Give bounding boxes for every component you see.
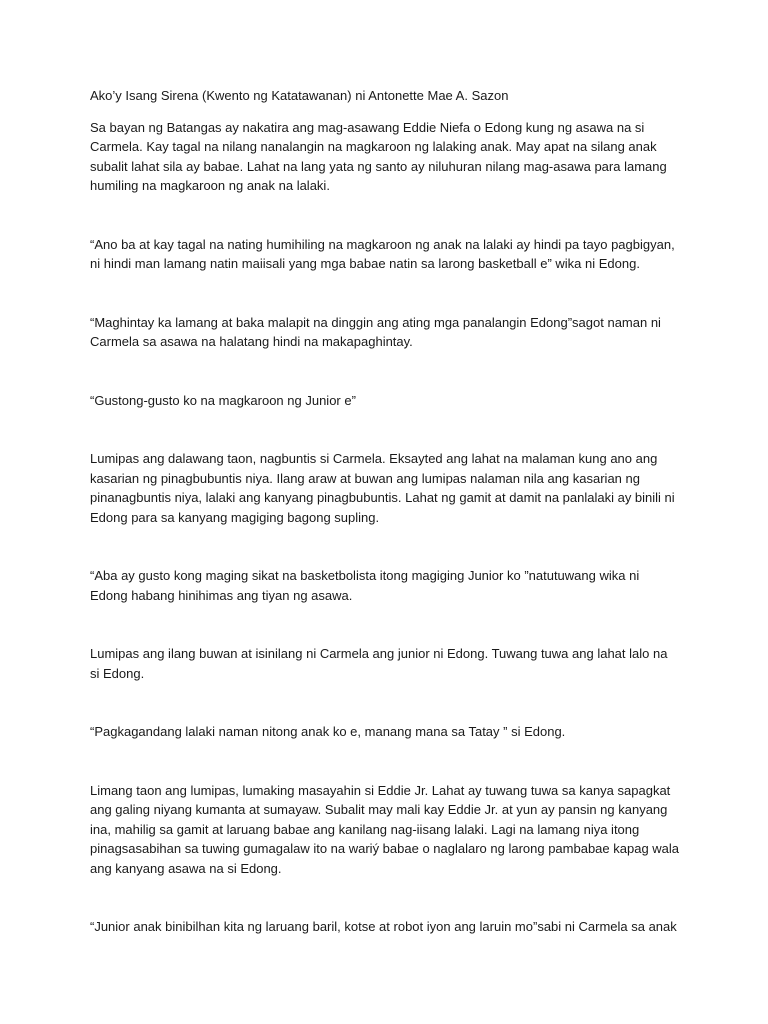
- paragraph: “Aba ay gusto kong maging sikat na basketbolista itong magiging Junior ko ”natutuwang wika ni Edong habang hinihimas ang tiyan ng asawa.: [90, 568, 640, 603]
- paragraph: Lumipas ang dalawang taon, nagbuntis si Carmela. Eksayted ang lahat na malaman kung ano ang kasarian ng pinagbubuntis niya. Ilang araw at buwan ang lumipas nalaman nila ang kasarian ng pinanagbuntis niya, lalaki ang kanyang pinagbubuntis. Lahat ng gamit at damit na panlalaki ay binili ni Edong para sa kanyang magiging bagong supling.: [90, 451, 675, 525]
- paragraph: Lumipas ang ilang buwan at isinilang ni Carmela ang junior ni Edong. Tuwang tuwa ang lahat lalo na si Edong.: [90, 646, 668, 681]
- document-title: Ako’y Isang Sirena (Kwento ng Katatawanan) ni Antonette Mae A. Sazon: [90, 88, 509, 103]
- paragraph: “Maghintay ka lamang at baka malapit na dinggin ang ating mga panalangin Edong”sagot naman ni Carmela sa asawa na halatang hindi na makapaghintay.: [90, 314, 661, 349]
- paragraph: Sa bayan ng Batangas ay nakatira ang mag-asawang Eddie Niefa o Edong kung ng asawa na si Carmela. Kay tagal na nilang nanalangin na magkaroon ng lalaking anak. May apat na silang anak subalit lahat sila ay babae. Lahat na lang yata ng santo ay niluhuran nilang mag-asawa para lamang humiling na magkaroon ng anak na lalaki.: [90, 119, 667, 193]
- paragraph: Limang taon ang lumipas, lumaking masayahin si Eddie Jr. Lahat ay tuwang tuwa sa kanya sapagkat ang galing niyang kumanta at sumayaw. Subalit may mali kay Eddie Jr. at yun ay pansin ng kanyang ina, mahilig sa gamit at laruang babae ang kanilang nag-iisang lalaki. Lagi na lamang niya itong pinagsasabihan sa tuwing gumagalaw ito na wariý babae o naglalaro ng larong pambabae kapag wala ang kanyang asawa na si Edong.: [90, 782, 680, 876]
- paragraph: “Junior anak binibilhan kita ng laruang baril, kotse at robot iyon ang laruin mo”sabi ni Carmela sa anak: [90, 919, 677, 934]
- document-page: [90, 86, 680, 937]
- paragraph: “Ano ba at kay tagal na nating humihiling na magkaroon ng anak na lalaki ay hindi pa tayo pagbigyan, ni hindi man lamang natin maiisali yang mga babae natin sa larong basketball e” wika ni Edong.: [90, 236, 675, 271]
- paragraph: “Pagkagandang lalaki naman nitong anak ko e, manang mana sa Tatay ” si Edong.: [90, 724, 566, 739]
- paragraph: “Gustong-gusto ko na magkaroon ng Junior e”: [90, 392, 356, 408]
